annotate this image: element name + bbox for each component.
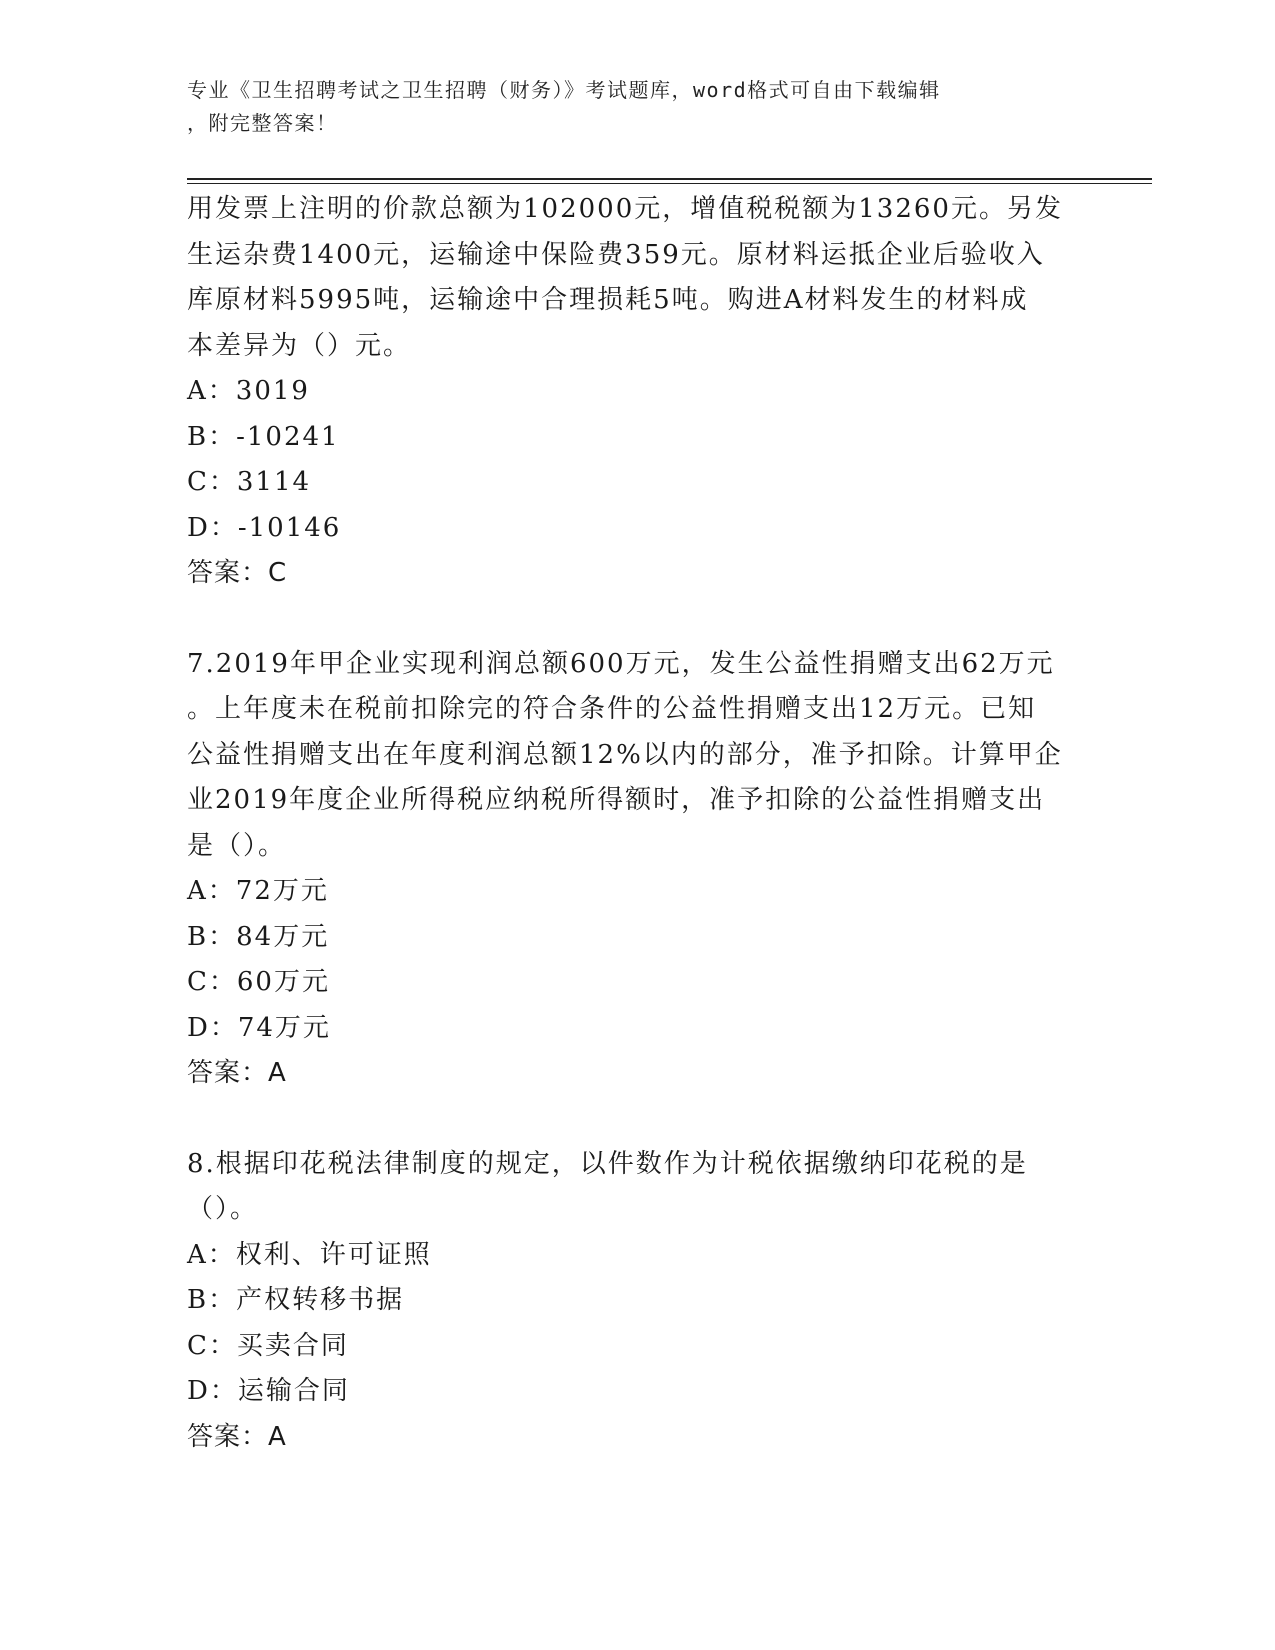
- option-d: D：运输合同: [187, 1376, 350, 1406]
- question-content: [187, 187, 1087, 1460]
- question-8: [187, 1142, 1087, 1461]
- option-b: B：84万元: [187, 921, 330, 952]
- question-stem-line: 生运杂费1400元，运输途中保险费359元。原材料运抵企业后验收入: [187, 239, 1045, 270]
- header-rule-thin: [187, 183, 1152, 184]
- option-a: A：3019: [187, 376, 310, 406]
- spacer: [187, 1097, 1087, 1142]
- option-a: A：权利、许可证照: [187, 1239, 432, 1270]
- question-stem-line: 8.根据印花税法律制度的规定，以件数作为计税依据缴纳印花税的是: [187, 1148, 1028, 1179]
- question-stem-line: 公益性捐赠支出在年度利润总额12%以内的部分，准予扣除。计算甲企: [187, 739, 1063, 770]
- option-c: C：买卖合同: [187, 1330, 349, 1361]
- answer-line: 答案：C: [187, 558, 288, 588]
- question-stem-line: （）。: [187, 1194, 259, 1224]
- question-stem-line: 是（）。: [187, 830, 287, 861]
- header-line-2: ，附完整答案！: [187, 111, 338, 135]
- answer-line: 答案：A: [187, 1421, 287, 1452]
- answer-line: 答案：A: [187, 1058, 287, 1088]
- question-stem-line: 业2019年度企业所得税应纳税所得额时，准予扣除的公益性捐赠支出: [187, 785, 1046, 815]
- question-stem-line: 本差异为（）元。: [187, 330, 412, 361]
- question-stem-line: 7.2019年甲企业实现利润总额600万元，发生公益性捐赠支出62万元: [187, 648, 1055, 679]
- document-header: [187, 74, 1087, 140]
- question-stem-line: 。上年度未在税前扣除完的符合条件的公益性捐赠支出12万元。已知: [187, 694, 1037, 724]
- question-6: [187, 187, 1087, 597]
- question-stem-line: 用发票上注明的价款总额为102000元，增值税税额为13260元。另发: [187, 194, 1063, 224]
- question-stem-line: 库原材料5995吨，运输途中合理损耗5吨。购进A材料发生的材料成: [187, 285, 1029, 315]
- header-line-1: 专业《卫生招聘考试之卫生招聘（财务）》考试题库，word格式可自由下载编辑: [187, 78, 941, 102]
- header-rule-thick: [187, 178, 1152, 180]
- option-c: C：3114: [187, 467, 312, 497]
- option-d: D：74万元: [187, 1012, 331, 1043]
- option-c: C：60万元: [187, 967, 330, 997]
- option-b: B：-10241: [187, 421, 340, 452]
- option-a: A：72万元: [187, 876, 329, 906]
- spacer: [187, 597, 1087, 642]
- option-b: B：产权转移书据: [187, 1285, 405, 1315]
- question-7: [187, 642, 1087, 1097]
- option-d: D：-10146: [187, 512, 342, 543]
